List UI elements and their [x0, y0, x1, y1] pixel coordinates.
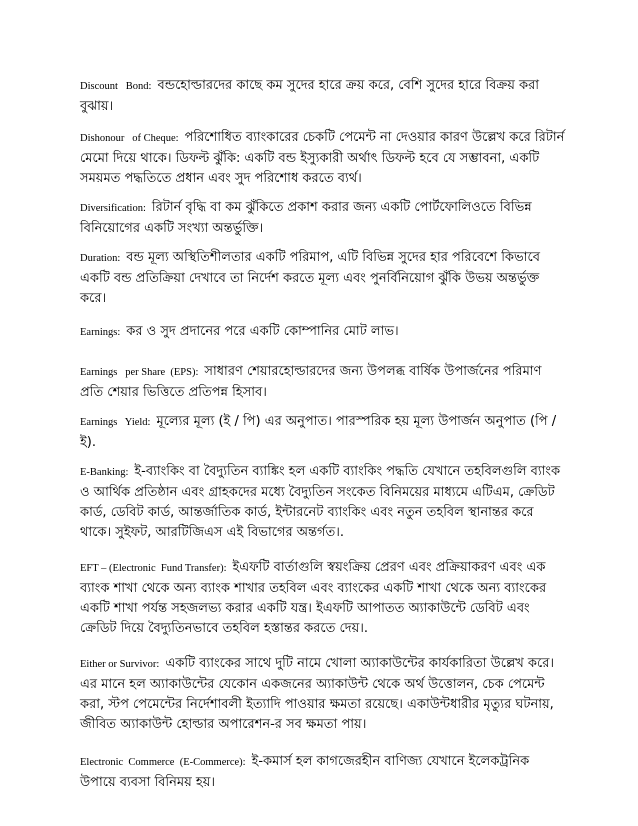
term-label: Dishonour of Cheque:: [80, 133, 179, 144]
term-definition: মূল্যের মূল্য (ই / পি) এর অনুপাত। পারস্পরিক হয় মূল্য উপার্জন অনুপাত (পি / ই).: [80, 414, 557, 450]
term-definition: রিটার্ন বৃদ্ধি বা কম ঝুঁকিতে প্রকাশ করার জন্য একটি পোর্টফোলিওতে বিভিন্ন বিনিয়োগের একটি সংখ্যা অন্তর্ভুক্তি।: [80, 200, 532, 236]
glossary-entry-e-banking: [80, 462, 565, 543]
term-label: Earnings Yield:: [80, 417, 151, 428]
term-definition: একটি ব্যাংকের সাথে দুটি নামে খোলা অ্যাকাউন্টের কার্যকারিতা উল্লেখ করে। এর মানে হল অ্যাকাউন্টের যেকোন একজনের অ্যাকাউন্ট থেকে অর্থ উত্তোলন, চেক পেমেন্ট করা, স্টপ পেমেন্টের নির্দেশাবলী ইত্যাদি পাওয়ার ক্ষমতা রয়েছে। একাউন্টধারীর মৃত্যুর ঘটনায়, জীবিত অ্যাকাউন্ট হোল্ডার অপারেশন-র সব ক্ষমতা পায়।: [80, 656, 555, 732]
glossary-entry-diversification: [80, 198, 565, 239]
glossary-entry-dishonour-of-cheque: [80, 128, 565, 189]
term-label: Electronic Commerce (E-Commerce):: [80, 757, 246, 768]
glossary-entry-earnings: [80, 322, 565, 343]
term-label: Diversification:: [80, 203, 146, 214]
term-label: Either or Survivor:: [80, 659, 160, 670]
glossary-entry-eft: [80, 558, 565, 639]
glossary-entry-earnings-per-share: [80, 362, 565, 403]
term-definition: পরিশোধিত ব্যাংকারের চেকটি পেমেন্ট না দেওয়ার কারণ উল্লেখ করে রিটার্ন মেমো দিয়ে থাকে। ডিফল্ট ঝুঁকি: একটি বন্ড ইস্যুকারী অর্থাৎ ডিফল্ট হবে যে সম্ভাবনা, একটি সময়মত পদ্ধতিতে প্রধান এবং সুদ পরিশোধ করতে ব্যর্থ।: [80, 130, 565, 186]
glossary-entry-duration: [80, 248, 565, 309]
term-definition: ই-কমার্স হল কাগজেরহীন বাণিজ্য যেখানে ইলেকট্রনিক উপায়ে ব্যবসা বিনিময় হয়।: [80, 754, 530, 790]
term-definition: কর ও সুদ প্রদানের পরে একটি কোম্পানির মোট লাভ।: [126, 324, 399, 339]
term-definition: বন্ড মূল্য অস্থিতিশীলতার একটি পরিমাপ, এটি বিভিন্ন সুদের হার পরিবেশে কিভাবে একটি বন্ড প্রতিক্রিয়া দেখাবে তা নির্দেশ করতে মূল্য এবং পুনর্বিনিয়োগ ঝুঁকি উভয় অন্তর্ভুক্ত করে।: [80, 250, 540, 306]
term-definition: ই-ব্যাংকিং বা বৈদ্যুতিন ব্যাঙ্কিং হল একটি ব্যাংকিং পদ্ধতি যেখানে তহবিলগুলি ব্যাংক ও আর্থিক প্রতিষ্ঠান এবং গ্রাহকদের মধ্যে বৈদ্যুতিন সংকেত বিনিময়ের মাধ্যমে এটিএম, ক্রেডিট কার্ড, ডেবিট কার্ড, আন্তর্জাতিক কার্ড, ইন্টারনেট ব্যাংকিং এবং নতুন তহবিল স্থানান্তর করে থাকে। সুইফট, আরটিজিএস এই বিভাগের অন্তর্গত।.: [80, 464, 561, 540]
term-label: Earnings per Share (EPS):: [80, 367, 199, 378]
glossary-entry-electronic-commerce: [80, 752, 565, 793]
term-definition: সাধারণ শেয়ারহোল্ডারদের জন্য উপলব্ধ বার্ষিক উপার্জনের পরিমাণ প্রতি শেয়ার ভিত্তিতে প্রতিপন্ন হিসাব।: [80, 364, 542, 400]
glossary-entry-discount-bond: [80, 76, 565, 117]
glossary-entry-earnings-yield: [80, 412, 565, 453]
term-label: Earnings:: [80, 327, 121, 338]
term-definition: ইএফটি বার্তাগুলি স্বয়ংক্রিয় প্রেরণ এবং প্রক্রিয়াকরণ এবং এক ব্যাংক শাখা থেকে অন্য ব্যাংক শাখার তহবিল এবং ব্যাংকের একটি শাখা থেকে অন্য ব্যাংকের একটি শাখা পর্যন্ত সহজলভ্য করার একটি যন্ত্র। ইএফটি আপাতত অ্যাকাউন্টে ডেবিট এবং ক্রেডিট দিয়ে বৈদ্যুতিনভাবে তহবিল হস্তান্তর করতে দেয়।.: [80, 560, 547, 636]
term-label: E-Banking:: [80, 467, 129, 478]
glossary-entry-either-or-survivor: [80, 654, 565, 735]
term-label: EFT – (Electronic Fund Transfer):: [80, 563, 227, 574]
term-label: Discount Bond:: [80, 81, 152, 92]
term-label: Duration:: [80, 253, 121, 264]
term-definition: বন্ডহোল্ডারদের কাছে কম সুদের হারে ক্রয় করে, বেশি সুদের হারে বিক্রয় করা বুঝায়।: [80, 78, 540, 114]
